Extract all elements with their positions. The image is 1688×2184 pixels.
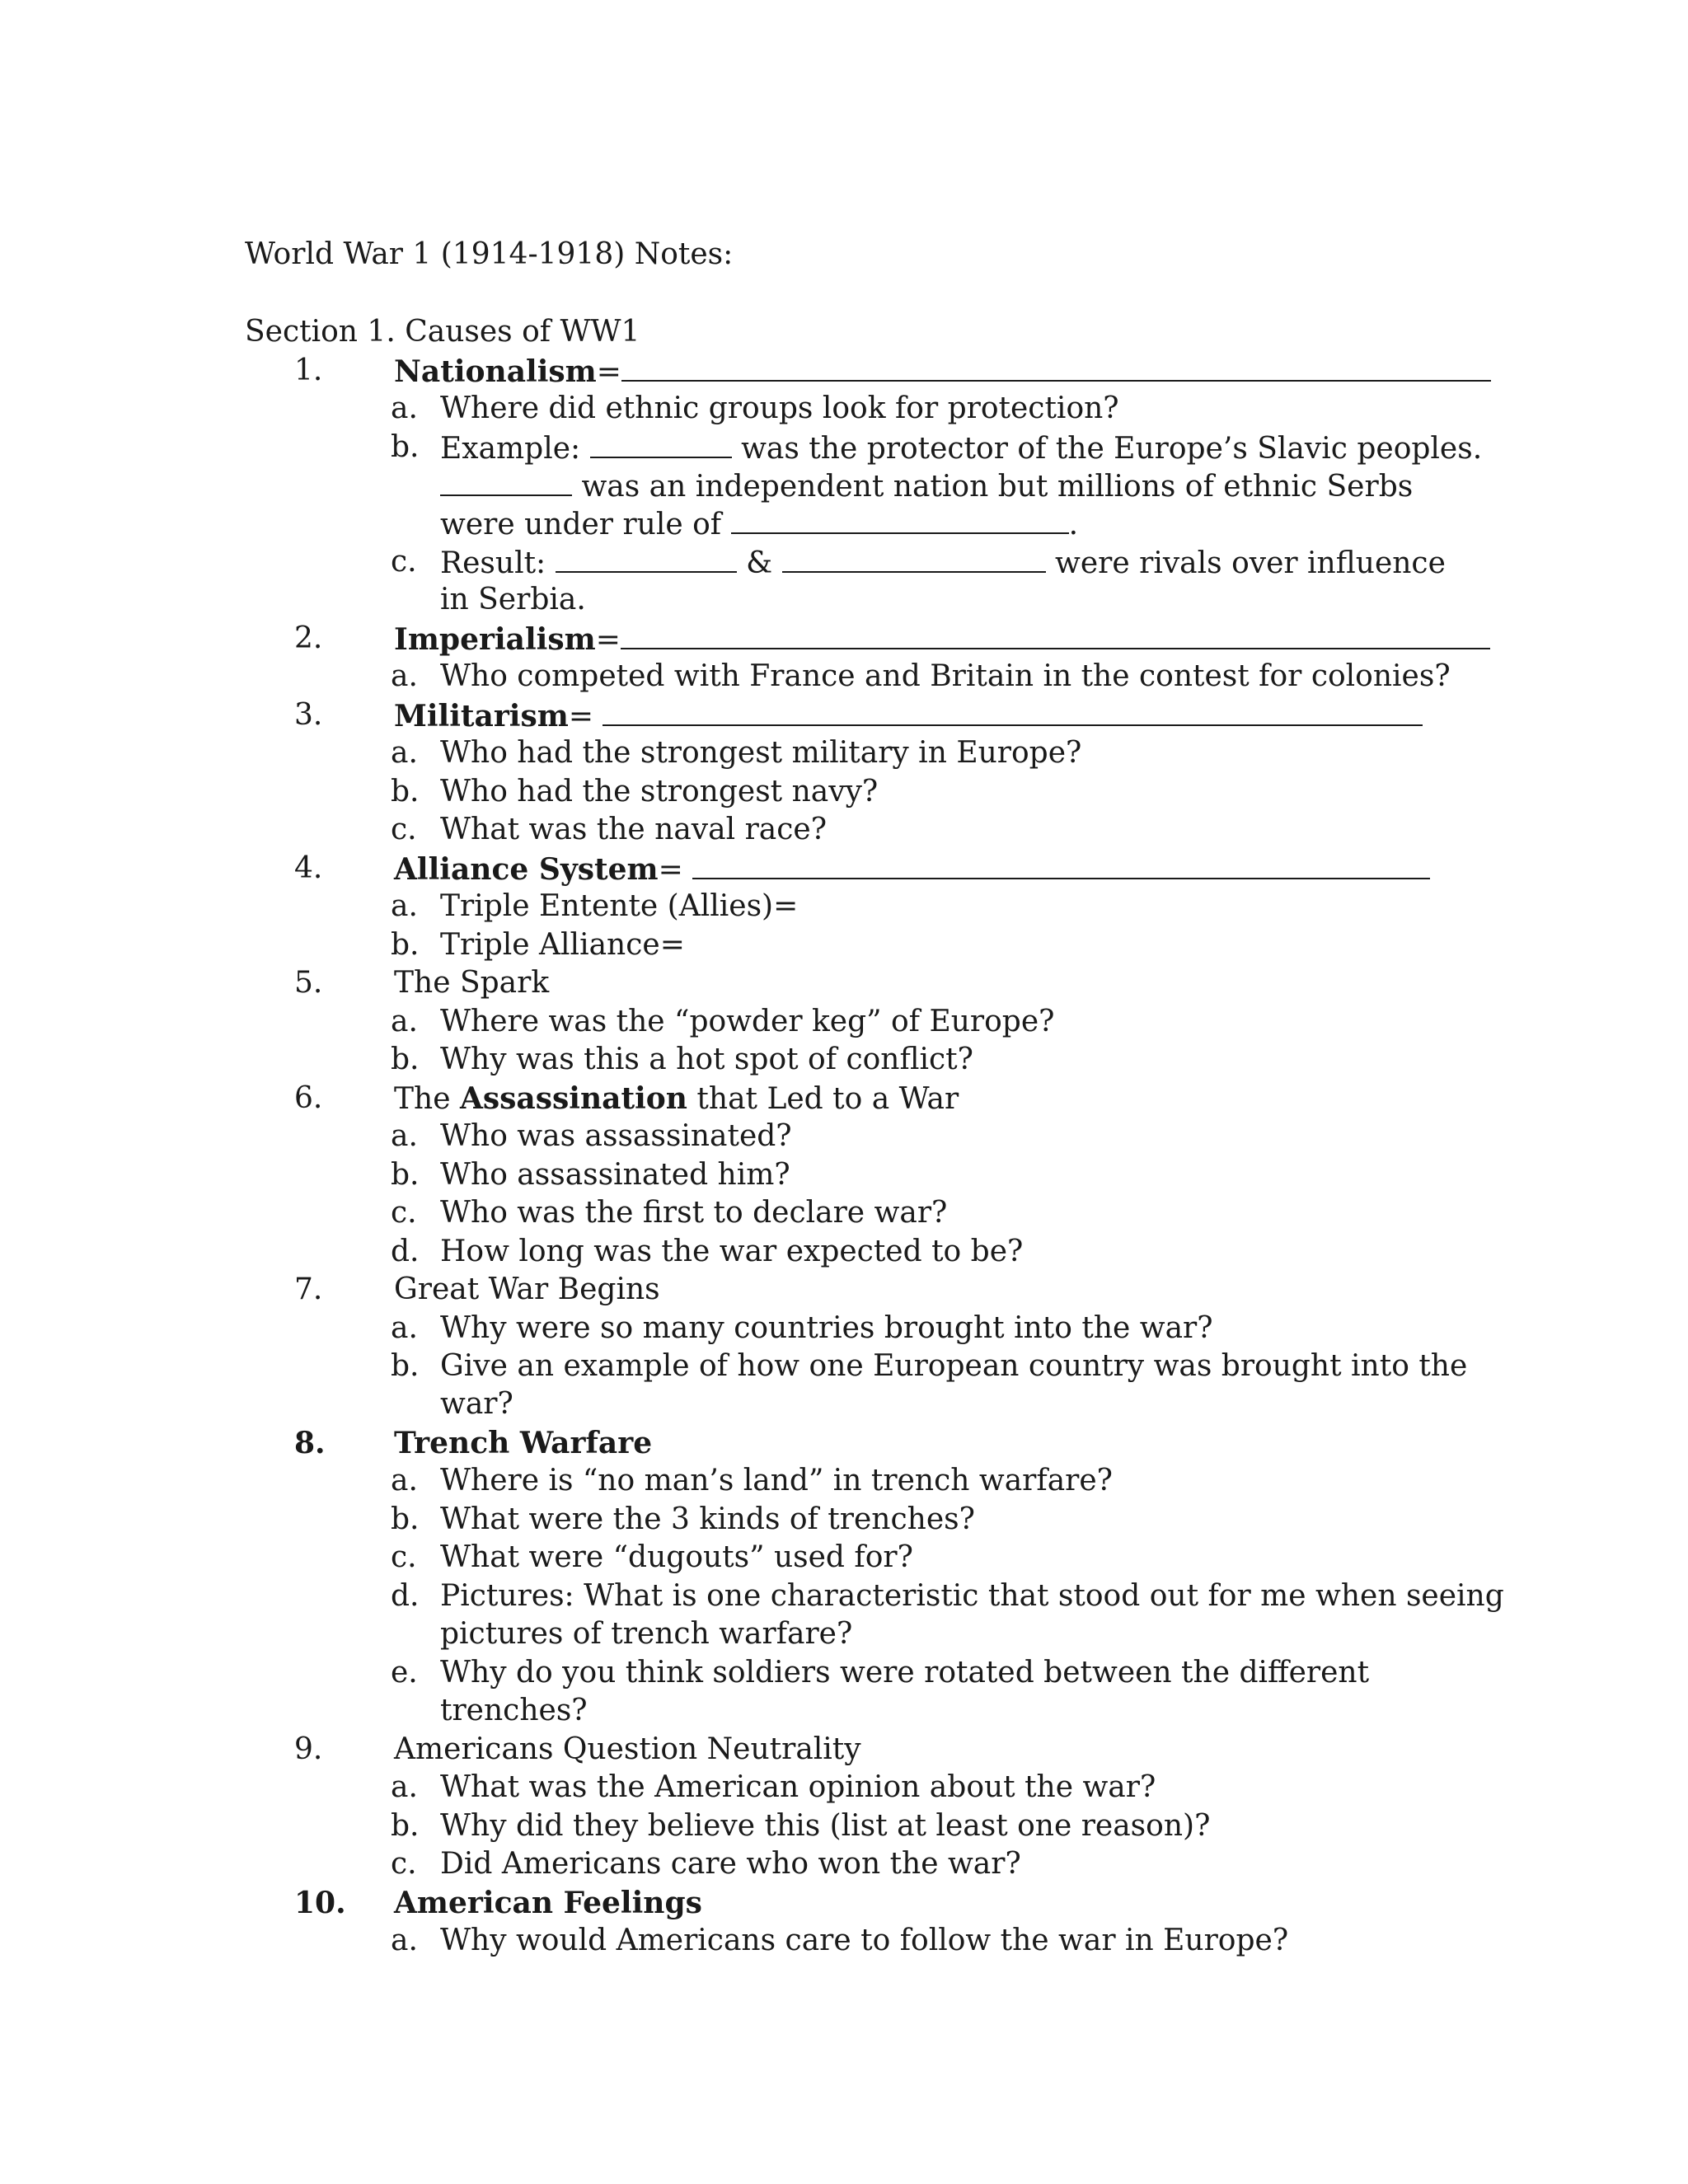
sub-item: b. Triple Alliance= (391, 928, 685, 962)
item-assassination: 6. The Assassination that Led to a War (294, 1081, 959, 1116)
sub-item: c. Who was the first to declare war? (391, 1196, 948, 1230)
answer-blank[interactable] (590, 429, 732, 458)
sub-item-continuation: trenches? (440, 1694, 588, 1727)
sub-item: b. Give an example of how one European country was brought into the (391, 1349, 1468, 1383)
item-great-war-begins: 7. Great War Begins (0, 1271, 1688, 1309)
sub-item: b. Why did they believe this (list at least one reason)? (391, 1809, 1211, 1843)
item-number: 5. (294, 966, 323, 1000)
item-number: 9. (294, 1732, 323, 1766)
sub-item: a. Where did ethnic groups look for protection? (391, 391, 1119, 425)
document-title: World War 1 (1914-1918) Notes: (245, 237, 734, 271)
answer-blank[interactable] (440, 466, 572, 496)
sub-item: b. Who had the strongest navy? (391, 775, 879, 808)
item-number: 6. (294, 1081, 323, 1115)
answer-blank[interactable] (782, 543, 1046, 573)
sub-item: d. Pictures: What is one characteristic that stood out for me when seeing (391, 1579, 1504, 1613)
item-alliance-system: 4. Alliance System= (0, 850, 1688, 888)
sub-item-continuation: in Serbia. (440, 583, 586, 616)
sub-item: b. What were the 3 kinds of trenches? (391, 1502, 975, 1536)
sub-item: b. Who assassinated him? (391, 1158, 790, 1192)
item-nationalism: 1. Nationalism= (0, 352, 1688, 390)
term-assassination: Assassination (459, 1081, 687, 1116)
sub-item: c. Result: & were rivals over influence (391, 545, 1446, 580)
sub-item: c. What was the naval race? (391, 813, 828, 846)
sub-item-continuation: pictures of trench warfare? (440, 1617, 853, 1651)
sub-item: a. What was the American opinion about the war? (391, 1770, 1156, 1804)
item-number: 2. (294, 621, 323, 655)
item-number: 3. (294, 698, 323, 732)
sub-item-continuation: was an independent nation but millions of ethnic Serbs (0, 466, 1688, 504)
sub-item-continuation: war? (440, 1387, 513, 1421)
sub-item: e. Why do you think soldiers were rotated between the different (391, 1656, 1370, 1690)
item-militarism: 3. Militarism= (0, 696, 1688, 734)
term-alliance-system: Alliance System (394, 852, 659, 887)
item-american-feelings: 10. American Feelings (294, 1886, 702, 1920)
sub-item: a. Where is “no man’s land” in trench warfare? (391, 1464, 1113, 1497)
sub-item: a. Why would Americans care to follow the war in Europe? (391, 1924, 1289, 1957)
sub-item: b. Why was this a hot spot of conflict? (391, 1043, 973, 1076)
sub-item: c. Did Americans care who won the war? (391, 1847, 1021, 1881)
sub-item-continuation: were under rule of . (0, 504, 1688, 542)
item-the-spark: 5. The Spark (0, 964, 1688, 1002)
sub-item: a. Who was assassinated? (391, 1119, 792, 1153)
answer-blank[interactable] (621, 620, 1490, 649)
sub-item: d. How long was the war expected to be? (391, 1235, 1024, 1268)
term-nationalism: Nationalism (394, 354, 597, 389)
sub-item: b. Example: was the protector of the Europe’s Slavic peoples. (391, 430, 1483, 466)
item-trench-warfare: 8. Trench Warfare (294, 1426, 653, 1460)
item-number: 7. (294, 1272, 323, 1306)
answer-blank[interactable] (621, 352, 1491, 382)
item-number: 10. (294, 1886, 346, 1920)
item-number: 8. (294, 1426, 326, 1460)
sub-item: a. Where was the “powder keg” of Europe? (391, 1005, 1055, 1038)
item-number: 4. (294, 851, 323, 885)
answer-blank[interactable] (556, 543, 737, 573)
answer-blank[interactable] (731, 504, 1069, 534)
sub-item: a. Triple Entente (Allies)= (391, 889, 799, 923)
item-imperialism: 2. Imperialism= (0, 620, 1688, 658)
item-americans-question-neutrality: 9. Americans Question Neutrality (0, 1731, 1688, 1769)
term-militarism: Militarism (394, 699, 569, 733)
sub-item: a. Who competed with France and Britain in the contest for colonies? (391, 659, 1451, 693)
answer-blank[interactable] (603, 696, 1423, 726)
section-title: Section 1. Causes of WW1 (245, 315, 640, 349)
sub-item: c. What were “dugouts” used for? (391, 1540, 913, 1574)
item-number: 1. (294, 354, 323, 387)
sub-item: a. Who had the strongest military in Europe? (391, 736, 1082, 770)
term-imperialism: Imperialism (394, 622, 596, 657)
answer-blank[interactable] (692, 850, 1430, 879)
sub-item: a. Why were so many countries brought into the war? (391, 1311, 1213, 1345)
